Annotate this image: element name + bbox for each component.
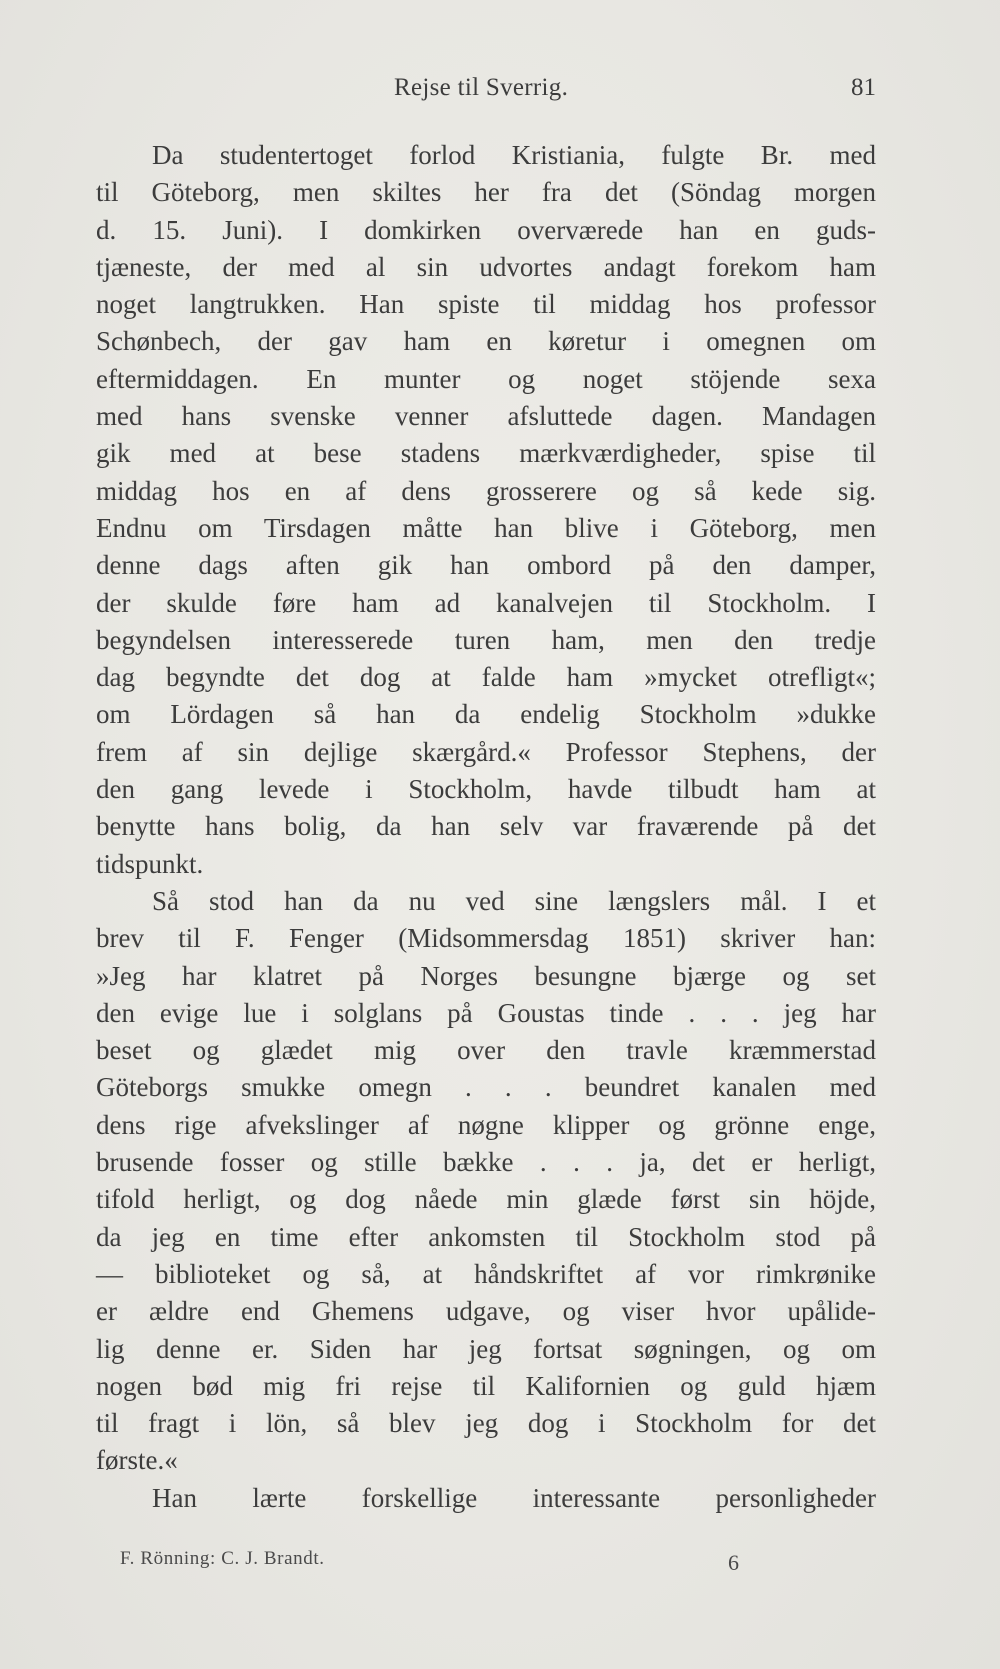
- text-line: brusende fosser og stille bække . . . ja, det er herligt,: [96, 1147, 876, 1178]
- page-number: 81: [851, 74, 876, 101]
- text-line: til fragt i lön, så blev jeg dog i Stockholm for det: [96, 1408, 876, 1439]
- text-line: med hans svenske venner afsluttede dagen. Mandagen: [96, 401, 876, 432]
- body-text: [96, 137, 876, 1517]
- text-line: denne dags aften gik han ombord på den damper,: [96, 550, 876, 581]
- text-line: lig denne er. Siden har jeg fortsat søgningen, og om: [96, 1333, 876, 1364]
- text-line: eftermiddagen. En munter og noget stöjende sexa: [96, 363, 876, 394]
- text-line: gik med at bese stadens mærkværdigheder, spise til: [96, 438, 876, 469]
- text-line: middag hos en af dens grosserere og så kede sig.: [96, 475, 876, 506]
- sheet-number: 6: [728, 1550, 740, 1575]
- text-line: Endnu om Tirsdagen måtte han blive i Göteborg, men: [96, 512, 876, 543]
- page-header: [96, 74, 876, 114]
- text-line: d. 15. Juni). I domkirken overværede han en guds-: [96, 214, 876, 245]
- text-line: der skulde føre ham ad kanalvejen til Stockholm. I: [96, 587, 876, 618]
- text-line: den evige lue i solglans på Goustas tinde . . . jeg har: [96, 997, 876, 1028]
- text-line: er ældre end Ghemens udgave, og viser hvor upålide-: [96, 1296, 876, 1327]
- text-line: Da studentertoget forlod Kristiania, fulgte Br. med: [152, 140, 876, 170]
- text-line: da jeg en time efter ankomsten til Stockholm stod på: [96, 1221, 876, 1252]
- text-line: noget langtrukken. Han spiste til middag hos professor: [96, 289, 876, 320]
- text-line: begyndelsen interesserede turen ham, men den tredje: [96, 624, 876, 655]
- text-line: »Jeg har klatret på Norges besungne bjærge og set: [96, 960, 876, 991]
- text-line: dag begyndte det dog at falde ham »mycket otrefligt«;: [96, 662, 876, 693]
- text-line: tifold herligt, og dog nåede min glæde først sin höjde,: [96, 1184, 876, 1215]
- text-line: den gang levede i Stockholm, havde tilbudt ham at: [96, 774, 876, 805]
- text-line: — biblioteket og så, at håndskriftet af vor rimkrønike: [96, 1258, 876, 1289]
- text-line: beset og glædet mig over den travle kræmmerstad: [96, 1035, 876, 1066]
- text-line: frem af sin dejlige skærgård.« Professor Stephens, der: [96, 736, 876, 767]
- text-line: tjæneste, der med al sin udvortes andagt forekom ham: [96, 251, 876, 282]
- text-line: Göteborgs smukke omegn . . . beundret kanalen med: [96, 1072, 876, 1103]
- text-line: tidspunkt.: [96, 848, 204, 879]
- text-line: om Lördagen så han da endelig Stockholm »dukke: [96, 699, 876, 730]
- text-line: Schønbech, der gav ham en køretur i omegnen om: [96, 326, 876, 357]
- text-line: nogen bød mig fri rejse til Kalifornien og guld hjæm: [96, 1370, 876, 1401]
- text-line: til Göteborg, men skiltes her fra det (Söndag morgen: [96, 177, 876, 208]
- text-line: første.«: [96, 1445, 178, 1476]
- signature-line: F. Rönning: C. J. Brandt.: [120, 1548, 325, 1569]
- text-line: benytte hans bolig, da han selv var fraværende på det: [96, 811, 876, 842]
- text-line: Han lærte forskellige interessante personligheder: [152, 1482, 876, 1513]
- text-line: Så stod han da nu ved sine længslers mål. I et: [152, 885, 876, 916]
- page-footer: [120, 1548, 740, 1578]
- running-title: Rejse til Sverrig.: [394, 74, 569, 101]
- text-line: brev til F. Fenger (Midsommersdag 1851) skriver han:: [96, 923, 876, 954]
- text-line: dens rige afvekslinger af nøgne klipper og grönne enge,: [96, 1109, 876, 1140]
